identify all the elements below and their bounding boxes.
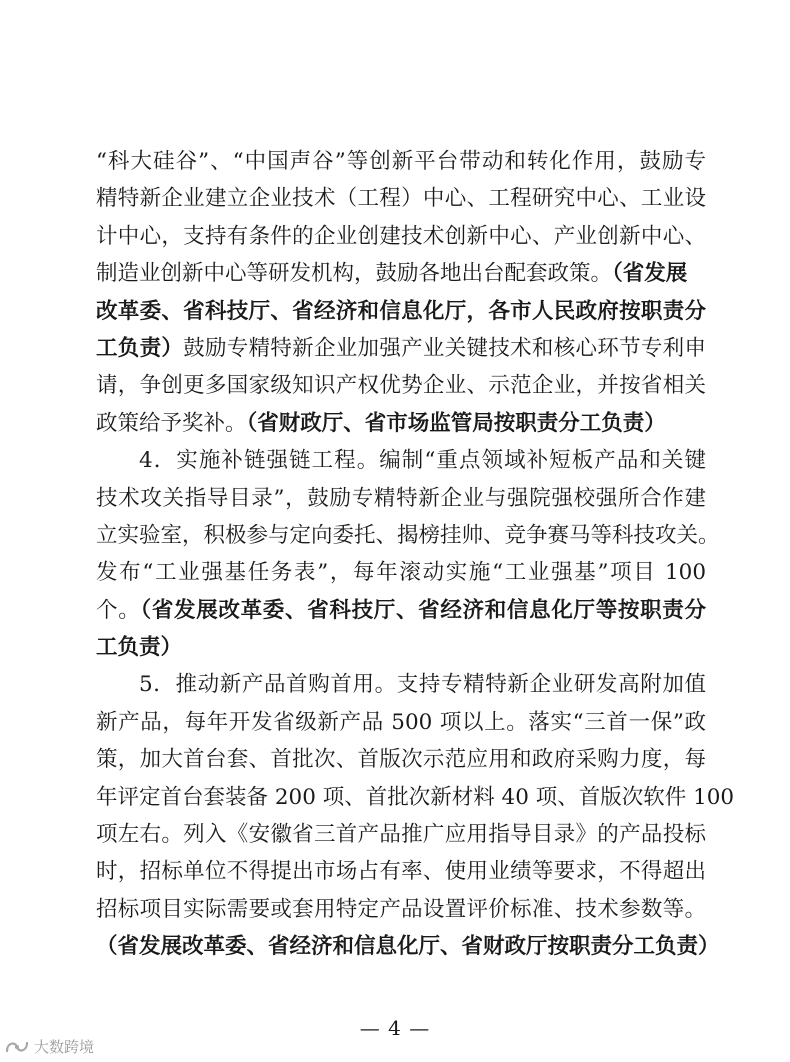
text-line [96,853,706,890]
text-span: 5．推动新产品首购首用。支持专精特新企业研发高附加值 [139,672,706,698]
text-span: 年评定首台套装备 200 项、首批次新材料 40 项、首版次软件 100 [96,784,735,810]
text-line [96,480,706,517]
text-span: 技术攻关指导目录”，鼓励专精特新企业与强院强校强所合作建 [96,485,706,511]
text-span: 时，招标单位不得提出市场占有率、使用业绩等要求，不得超出 [96,859,706,885]
text-span: “科大硅谷”、“中国声谷”等创新平台带动和转化作用，鼓励专 [96,149,706,174]
page-number: — 4 — [359,1016,431,1040]
logo-icon [4,1038,30,1056]
responsibility-text: 改革委、省科技厅、省经济和信息化厅，各市人民政府按职责分 [96,298,706,324]
text-span: 招标项目实际需要或套用特定产品设置评价标准、技术参数等。 [96,896,706,922]
text-span: 策，加大首台套、首批次、首版次示范应用和政府采购力度，每 [96,747,706,773]
text-span: 项左右。列入《安徽省三首产品推广应用指导目录》的产品投标 [96,822,706,848]
text-span: 计中心，支持有条件的企业创建技术创新中心、产业创新中心、 [96,223,706,249]
responsibility-text: （省发展 [612,261,688,287]
text-line [96,367,706,404]
responsibility-text: （省发展改革委、省经济和信息化厅、省财政厅按职责分工负责） [96,934,720,960]
text-span: 请，争创更多国家级知识产权优势企业、示范企业，并按省相关 [96,373,706,399]
text-line [96,330,706,367]
text-line [96,180,706,217]
text-line [96,143,706,180]
text-line [96,666,706,703]
text-span: 制造业创新中心等研发机构，鼓励各地出台配套政策。 [96,261,613,287]
text-span: 4．实施补链强链工程。编制“重点领域补短板产品和关键 [139,448,706,474]
text-line [96,741,706,778]
text-line [96,255,706,292]
responsibility-text: 工负责） [96,635,183,661]
responsibility-text: （省发展改革委、省科技厅、省经济和信息化厅等按职责分 [140,597,706,623]
text-span: 个。 [96,597,141,623]
responsibility-text: （省财政厅、省市场监管局按职责分工负责） [246,410,666,436]
text-line [96,293,706,330]
text-line [96,592,706,629]
text-line [96,218,706,255]
responsibility-text: 工负责） [96,335,184,361]
text-line [96,442,706,479]
text-line [96,405,706,442]
text-span: 鼓励专精特新企业加强产业关键技术和核心环节专利申 [183,335,706,361]
text-line [96,816,706,853]
text-line [96,554,706,591]
text-span: 新产品，每年开发省级新产品 500 项以上。落实“三首一保”政 [96,709,706,735]
text-line [96,704,706,741]
text-line [96,891,706,928]
text-line [96,517,720,554]
text-span: 政策给予奖补。 [96,410,247,436]
text-span: 立实验室，积极参与定向委托、揭榜挂帅、竞争赛马等科技攻关。 [96,522,720,548]
text-line [96,779,735,816]
watermark [4,1036,94,1057]
text-span: 精特新企业建立企业技术（工程）中心、工程研究中心、工业设 [96,186,706,212]
text-span: 发布“工业强基任务表”，每年滚动实施“工业强基”项目 100 [96,560,706,586]
text-line [96,629,706,666]
text-line [96,928,720,965]
watermark-text: 大数跨境 [34,1038,95,1056]
body-text [96,143,735,966]
